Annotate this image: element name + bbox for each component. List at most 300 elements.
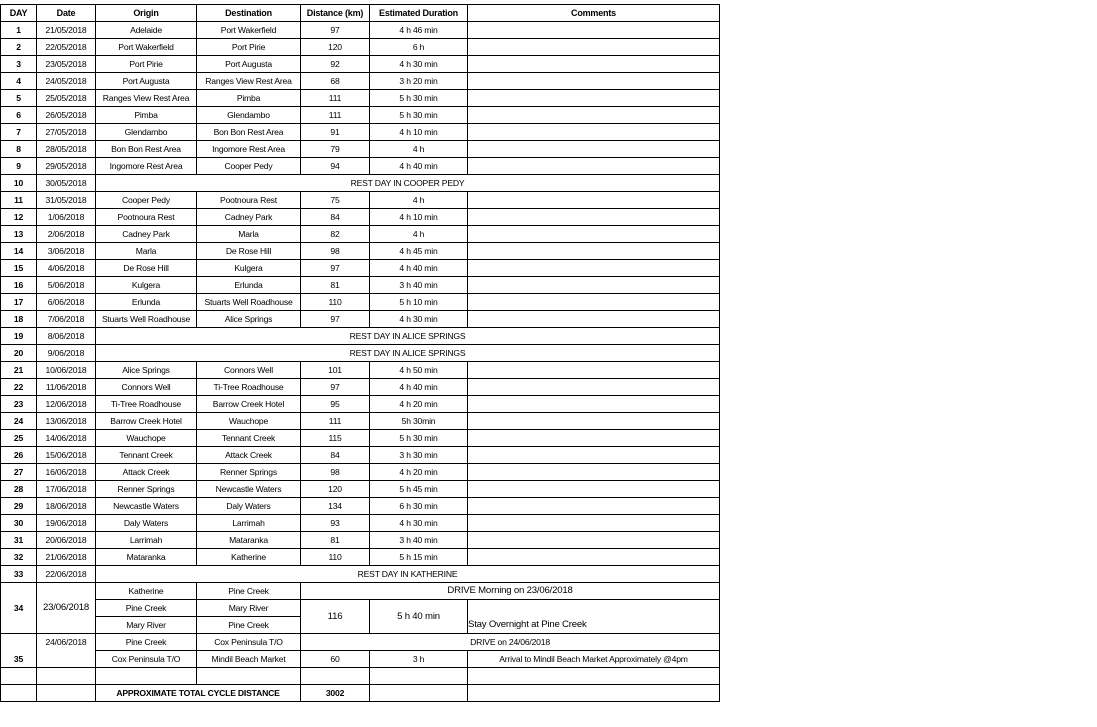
day34-day: 34 bbox=[1, 583, 37, 634]
day-cell: 18 bbox=[1, 311, 37, 328]
duration-cell: 4 h 30 min bbox=[370, 311, 468, 328]
comment-cell bbox=[468, 532, 720, 549]
duration-cell: 4 h 40 min bbox=[370, 260, 468, 277]
destination-cell: Glendambo bbox=[197, 107, 301, 124]
duration-cell: 4 h 10 min bbox=[370, 124, 468, 141]
day-cell: 22 bbox=[1, 379, 37, 396]
duration-cell: 4 h 20 min bbox=[370, 464, 468, 481]
origin-cell: Wauchope bbox=[96, 430, 197, 447]
destination-cell: Port Pirie bbox=[197, 39, 301, 56]
distance-cell: 111 bbox=[301, 107, 370, 124]
day-cell: 26 bbox=[1, 447, 37, 464]
date-cell: 30/05/2018 bbox=[37, 175, 96, 192]
final-days bbox=[1, 583, 720, 702]
date-cell: 17/06/2018 bbox=[37, 481, 96, 498]
table-row bbox=[1, 260, 720, 277]
origin-cell: Daly Waters bbox=[96, 515, 197, 532]
table-row bbox=[1, 481, 720, 498]
comment-cell bbox=[468, 549, 720, 566]
day35-row-1 bbox=[1, 634, 720, 651]
distance-cell: 93 bbox=[301, 515, 370, 532]
origin-cell: Pootnoura Rest bbox=[96, 209, 197, 226]
date-cell: 15/06/2018 bbox=[37, 447, 96, 464]
comment-cell bbox=[468, 396, 720, 413]
destination-cell: Bon Bon Rest Area bbox=[197, 124, 301, 141]
duration-cell: 3 h 20 min bbox=[370, 73, 468, 90]
comment-cell bbox=[468, 260, 720, 277]
comment-cell bbox=[468, 277, 720, 294]
day-cell: 10 bbox=[1, 175, 37, 192]
day-cell: 27 bbox=[1, 464, 37, 481]
destination-cell: Marla bbox=[197, 226, 301, 243]
distance-cell: 110 bbox=[301, 294, 370, 311]
blank-cell bbox=[197, 668, 301, 685]
distance-cell: 75 bbox=[301, 192, 370, 209]
table-row bbox=[1, 39, 720, 56]
destination-cell: Tennant Creek bbox=[197, 430, 301, 447]
day-cell: 17 bbox=[1, 294, 37, 311]
origin-cell: Connors Well bbox=[96, 379, 197, 396]
duration-cell: 4 h 30 min bbox=[370, 56, 468, 73]
date-cell: 12/06/2018 bbox=[37, 396, 96, 413]
duration-cell: 5 h 45 min bbox=[370, 481, 468, 498]
distance-cell: 68 bbox=[301, 73, 370, 90]
day35-day-top bbox=[1, 634, 37, 651]
day-cell: 32 bbox=[1, 549, 37, 566]
day-cell: 12 bbox=[1, 209, 37, 226]
duration-cell: 4 h 40 min bbox=[370, 158, 468, 175]
itinerary-rows bbox=[1, 22, 720, 583]
header-comments: Comments bbox=[468, 5, 720, 22]
table-row bbox=[1, 311, 720, 328]
destination-cell: Newcastle Waters bbox=[197, 481, 301, 498]
day35-drive-destination: Cox Peninsula T/O bbox=[197, 634, 301, 651]
day35-drive-note: DRIVE on 24/06/2018 bbox=[301, 634, 720, 651]
day34-leg3-origin: Mary River bbox=[96, 617, 197, 634]
table-row bbox=[1, 362, 720, 379]
day-cell: 28 bbox=[1, 481, 37, 498]
comment-cell bbox=[468, 226, 720, 243]
destination-cell: Port Wakerfield bbox=[197, 22, 301, 39]
table-row bbox=[1, 90, 720, 107]
origin-cell: Pimba bbox=[96, 107, 197, 124]
blank-cell bbox=[370, 685, 468, 702]
table-row bbox=[1, 56, 720, 73]
day-cell: 25 bbox=[1, 430, 37, 447]
comment-cell bbox=[468, 362, 720, 379]
comment-cell bbox=[468, 498, 720, 515]
day-cell: 9 bbox=[1, 158, 37, 175]
origin-cell: Adelaide bbox=[96, 22, 197, 39]
comment-cell bbox=[468, 481, 720, 498]
table-row bbox=[1, 515, 720, 532]
day34-distance: 116 bbox=[301, 600, 370, 634]
origin-cell: Newcastle Waters bbox=[96, 498, 197, 515]
total-row bbox=[1, 685, 720, 702]
distance-cell: 97 bbox=[301, 379, 370, 396]
destination-cell: Mataranka bbox=[197, 532, 301, 549]
blank-cell bbox=[370, 668, 468, 685]
origin-cell: Stuarts Well Roadhouse bbox=[96, 311, 197, 328]
day-cell: 33 bbox=[1, 566, 37, 583]
origin-cell: Larrimah bbox=[96, 532, 197, 549]
duration-cell: 5h 30min bbox=[370, 413, 468, 430]
date-cell: 28/05/2018 bbox=[37, 141, 96, 158]
distance-cell: 97 bbox=[301, 311, 370, 328]
duration-cell: 4 h 45 min bbox=[370, 243, 468, 260]
header-day: DAY bbox=[1, 5, 37, 22]
day-cell: 4 bbox=[1, 73, 37, 90]
day34-drive-note: DRIVE Morning on 23/06/2018 bbox=[301, 583, 720, 600]
day34-comment-blank bbox=[468, 600, 720, 617]
duration-cell: 6 h 30 min bbox=[370, 498, 468, 515]
date-cell: 13/06/2018 bbox=[37, 413, 96, 430]
table-row bbox=[1, 141, 720, 158]
destination-cell: Pootnoura Rest bbox=[197, 192, 301, 209]
distance-cell: 95 bbox=[301, 396, 370, 413]
date-cell: 10/06/2018 bbox=[37, 362, 96, 379]
destination-cell: Stuarts Well Roadhouse bbox=[197, 294, 301, 311]
date-cell: 24/05/2018 bbox=[37, 73, 96, 90]
comment-cell bbox=[468, 22, 720, 39]
origin-cell: Tennant Creek bbox=[96, 447, 197, 464]
rest-day-cell: REST DAY IN ALICE SPRINGS bbox=[96, 328, 720, 345]
rest-day-cell: REST DAY IN ALICE SPRINGS bbox=[96, 345, 720, 362]
duration-cell: 3 h 30 min bbox=[370, 447, 468, 464]
comment-cell bbox=[468, 464, 720, 481]
date-cell: 21/06/2018 bbox=[37, 549, 96, 566]
itinerary-table bbox=[0, 4, 720, 702]
duration-cell: 6 h bbox=[370, 39, 468, 56]
origin-cell: Ti-Tree Roadhouse bbox=[96, 396, 197, 413]
blank-cell bbox=[301, 668, 370, 685]
table-row bbox=[1, 294, 720, 311]
day34-leg1-destination: Pine Creek bbox=[197, 583, 301, 600]
date-cell: 16/06/2018 bbox=[37, 464, 96, 481]
date-cell: 22/05/2018 bbox=[37, 39, 96, 56]
day35-duration: 3 h bbox=[370, 651, 468, 668]
rest-day-row bbox=[1, 566, 720, 583]
header-destination: Destination bbox=[197, 5, 301, 22]
table-row bbox=[1, 277, 720, 294]
date-cell: 7/06/2018 bbox=[37, 311, 96, 328]
rest-day-cell: REST DAY IN KATHERINE bbox=[96, 566, 720, 583]
blank-row bbox=[1, 668, 720, 685]
destination-cell: Cadney Park bbox=[197, 209, 301, 226]
day-cell: 24 bbox=[1, 413, 37, 430]
duration-cell: 4 h 30 min bbox=[370, 515, 468, 532]
comment-cell bbox=[468, 107, 720, 124]
date-cell: 20/06/2018 bbox=[37, 532, 96, 549]
comment-cell bbox=[468, 56, 720, 73]
total-distance: 3002 bbox=[301, 685, 370, 702]
origin-cell: Attack Creek bbox=[96, 464, 197, 481]
table-row bbox=[1, 447, 720, 464]
comment-cell bbox=[468, 243, 720, 260]
date-cell: 3/06/2018 bbox=[37, 243, 96, 260]
day34-duration: 5 h 40 min bbox=[370, 600, 468, 634]
table-row bbox=[1, 124, 720, 141]
table-row bbox=[1, 413, 720, 430]
distance-cell: 81 bbox=[301, 277, 370, 294]
comment-cell bbox=[468, 430, 720, 447]
distance-cell: 84 bbox=[301, 447, 370, 464]
destination-cell: Ingomore Rest Area bbox=[197, 141, 301, 158]
comment-cell bbox=[468, 515, 720, 532]
duration-cell: 4 h 20 min bbox=[370, 396, 468, 413]
day-cell: 16 bbox=[1, 277, 37, 294]
origin-cell: Alice Springs bbox=[96, 362, 197, 379]
duration-cell: 4 h bbox=[370, 192, 468, 209]
date-cell: 8/06/2018 bbox=[37, 328, 96, 345]
distance-cell: 120 bbox=[301, 481, 370, 498]
distance-cell: 82 bbox=[301, 226, 370, 243]
origin-cell: Port Pirie bbox=[96, 56, 197, 73]
day35-destination: Mindil Beach Market bbox=[197, 651, 301, 668]
destination-cell: Katherine bbox=[197, 549, 301, 566]
day35-date-blank bbox=[37, 651, 96, 668]
day34-leg2-destination: Mary River bbox=[197, 600, 301, 617]
table-row bbox=[1, 73, 720, 90]
distance-cell: 81 bbox=[301, 532, 370, 549]
duration-cell: 5 h 15 min bbox=[370, 549, 468, 566]
day-cell: 19 bbox=[1, 328, 37, 345]
day-cell: 30 bbox=[1, 515, 37, 532]
date-cell: 6/06/2018 bbox=[37, 294, 96, 311]
table-row bbox=[1, 107, 720, 124]
origin-cell: Ingomore Rest Area bbox=[96, 158, 197, 175]
destination-cell: Ranges View Rest Area bbox=[197, 73, 301, 90]
day35-origin: Cox Peninsula T/O bbox=[96, 651, 197, 668]
destination-cell: Connors Well bbox=[197, 362, 301, 379]
date-cell: 19/06/2018 bbox=[37, 515, 96, 532]
day-cell: 31 bbox=[1, 532, 37, 549]
destination-cell: Port Augusta bbox=[197, 56, 301, 73]
day-cell: 20 bbox=[1, 345, 37, 362]
comment-cell bbox=[468, 413, 720, 430]
origin-cell: Port Augusta bbox=[96, 73, 197, 90]
table-row bbox=[1, 243, 720, 260]
table-row bbox=[1, 430, 720, 447]
origin-cell: Ranges View Rest Area bbox=[96, 90, 197, 107]
day-cell: 14 bbox=[1, 243, 37, 260]
comment-cell bbox=[468, 294, 720, 311]
origin-cell: Kulgera bbox=[96, 277, 197, 294]
day-cell: 6 bbox=[1, 107, 37, 124]
day-cell: 13 bbox=[1, 226, 37, 243]
destination-cell: Wauchope bbox=[197, 413, 301, 430]
day34-stay-note: Stay Overnight at Pine Creek bbox=[468, 617, 720, 634]
header-origin: Origin bbox=[96, 5, 197, 22]
day-cell: 5 bbox=[1, 90, 37, 107]
blank-cell bbox=[468, 668, 720, 685]
date-cell: 26/05/2018 bbox=[37, 107, 96, 124]
duration-cell: 5 h 10 min bbox=[370, 294, 468, 311]
table-row bbox=[1, 209, 720, 226]
date-cell: 29/05/2018 bbox=[37, 158, 96, 175]
duration-cell: 5 h 30 min bbox=[370, 430, 468, 447]
distance-cell: 91 bbox=[301, 124, 370, 141]
date-cell: 9/06/2018 bbox=[37, 345, 96, 362]
comment-cell bbox=[468, 192, 720, 209]
distance-cell: 84 bbox=[301, 209, 370, 226]
origin-cell: Erlunda bbox=[96, 294, 197, 311]
date-cell: 27/05/2018 bbox=[37, 124, 96, 141]
date-cell: 14/06/2018 bbox=[37, 430, 96, 447]
destination-cell: Kulgera bbox=[197, 260, 301, 277]
day35-drive-origin: Pine Creek bbox=[96, 634, 197, 651]
date-cell: 22/06/2018 bbox=[37, 566, 96, 583]
date-cell: 4/06/2018 bbox=[37, 260, 96, 277]
day-cell: 23 bbox=[1, 396, 37, 413]
day-cell: 21 bbox=[1, 362, 37, 379]
blank-cell bbox=[468, 685, 720, 702]
origin-cell: Bon Bon Rest Area bbox=[96, 141, 197, 158]
total-label: APPROXIMATE TOTAL CYCLE DISTANCE bbox=[96, 685, 301, 702]
table-row bbox=[1, 532, 720, 549]
duration-cell: 3 h 40 min bbox=[370, 277, 468, 294]
table-row bbox=[1, 464, 720, 481]
duration-cell: 4 h 40 min bbox=[370, 379, 468, 396]
distance-cell: 120 bbox=[301, 39, 370, 56]
destination-cell: Renner Springs bbox=[197, 464, 301, 481]
duration-cell: 4 h bbox=[370, 226, 468, 243]
destination-cell: Daly Waters bbox=[197, 498, 301, 515]
rest-day-cell: REST DAY IN COOPER PEDY bbox=[96, 175, 720, 192]
origin-cell: Glendambo bbox=[96, 124, 197, 141]
day-cell: 11 bbox=[1, 192, 37, 209]
blank-cell bbox=[37, 685, 96, 702]
comment-cell bbox=[468, 158, 720, 175]
destination-cell: Erlunda bbox=[197, 277, 301, 294]
day-cell: 8 bbox=[1, 141, 37, 158]
duration-cell: 5 h 30 min bbox=[370, 107, 468, 124]
blank-cell bbox=[1, 668, 37, 685]
day34-row-2 bbox=[1, 600, 720, 617]
origin-cell: Marla bbox=[96, 243, 197, 260]
day35-row-2 bbox=[1, 651, 720, 668]
date-cell: 2/06/2018 bbox=[37, 226, 96, 243]
destination-cell: Cooper Pedy bbox=[197, 158, 301, 175]
day-cell: 3 bbox=[1, 56, 37, 73]
destination-cell: Larrimah bbox=[197, 515, 301, 532]
table-row bbox=[1, 22, 720, 39]
distance-cell: 92 bbox=[301, 56, 370, 73]
header-date: Date bbox=[37, 5, 96, 22]
blank-cell bbox=[1, 685, 37, 702]
table-row bbox=[1, 498, 720, 515]
origin-cell: Barrow Creek Hotel bbox=[96, 413, 197, 430]
date-cell: 18/06/2018 bbox=[37, 498, 96, 515]
date-cell: 25/05/2018 bbox=[37, 90, 96, 107]
date-cell: 1/06/2018 bbox=[37, 209, 96, 226]
destination-cell: Barrow Creek Hotel bbox=[197, 396, 301, 413]
header-duration: Estimated Duration bbox=[370, 5, 468, 22]
comment-cell bbox=[468, 209, 720, 226]
duration-cell: 4 h 46 min bbox=[370, 22, 468, 39]
distance-cell: 134 bbox=[301, 498, 370, 515]
rest-day-row bbox=[1, 328, 720, 345]
header-row bbox=[1, 5, 720, 22]
comment-cell bbox=[468, 379, 720, 396]
destination-cell: Alice Springs bbox=[197, 311, 301, 328]
origin-cell: Mataranka bbox=[96, 549, 197, 566]
comment-cell bbox=[468, 90, 720, 107]
distance-cell: 97 bbox=[301, 260, 370, 277]
comment-cell bbox=[468, 124, 720, 141]
date-cell: 23/05/2018 bbox=[37, 56, 96, 73]
distance-cell: 115 bbox=[301, 430, 370, 447]
blank-cell bbox=[96, 668, 197, 685]
day34-date: 23/06/2018 bbox=[37, 583, 96, 634]
table-row bbox=[1, 158, 720, 175]
header-distance: Distance (km) bbox=[301, 5, 370, 22]
origin-cell: Renner Springs bbox=[96, 481, 197, 498]
table-row bbox=[1, 226, 720, 243]
day-cell: 29 bbox=[1, 498, 37, 515]
origin-cell: Cadney Park bbox=[96, 226, 197, 243]
table-row bbox=[1, 379, 720, 396]
distance-cell: 98 bbox=[301, 243, 370, 260]
day-cell: 2 bbox=[1, 39, 37, 56]
blank-cell bbox=[37, 668, 96, 685]
day-cell: 7 bbox=[1, 124, 37, 141]
destination-cell: Ti-Tree Roadhouse bbox=[197, 379, 301, 396]
day34-leg2-origin: Pine Creek bbox=[96, 600, 197, 617]
comment-cell bbox=[468, 39, 720, 56]
duration-cell: 4 h 50 min bbox=[370, 362, 468, 379]
duration-cell: 4 h bbox=[370, 141, 468, 158]
duration-cell: 3 h 40 min bbox=[370, 532, 468, 549]
distance-cell: 98 bbox=[301, 464, 370, 481]
comment-cell bbox=[468, 311, 720, 328]
distance-cell: 111 bbox=[301, 413, 370, 430]
origin-cell: De Rose Hill bbox=[96, 260, 197, 277]
origin-cell: Port Wakerfield bbox=[96, 39, 197, 56]
date-cell: 5/06/2018 bbox=[37, 277, 96, 294]
day35-day: 35 bbox=[1, 651, 37, 668]
comment-cell bbox=[468, 447, 720, 464]
destination-cell: Attack Creek bbox=[197, 447, 301, 464]
origin-cell: Cooper Pedy bbox=[96, 192, 197, 209]
rest-day-row bbox=[1, 345, 720, 362]
table-row bbox=[1, 396, 720, 413]
duration-cell: 5 h 30 min bbox=[370, 90, 468, 107]
distance-cell: 110 bbox=[301, 549, 370, 566]
day35-comment: Arrival to Mindil Beach Market Approximately @4pm bbox=[468, 651, 720, 668]
day35-date: 24/06/2018 bbox=[37, 634, 96, 651]
day-cell: 15 bbox=[1, 260, 37, 277]
destination-cell: De Rose Hill bbox=[197, 243, 301, 260]
date-cell: 21/05/2018 bbox=[37, 22, 96, 39]
destination-cell: Pimba bbox=[197, 90, 301, 107]
distance-cell: 97 bbox=[301, 22, 370, 39]
day-cell: 1 bbox=[1, 22, 37, 39]
distance-cell: 101 bbox=[301, 362, 370, 379]
table-row bbox=[1, 192, 720, 209]
distance-cell: 79 bbox=[301, 141, 370, 158]
day34-row-1 bbox=[1, 583, 720, 600]
day35-distance: 60 bbox=[301, 651, 370, 668]
date-cell: 11/06/2018 bbox=[37, 379, 96, 396]
comment-cell bbox=[468, 141, 720, 158]
comment-cell bbox=[468, 73, 720, 90]
duration-cell: 4 h 10 min bbox=[370, 209, 468, 226]
date-cell: 31/05/2018 bbox=[37, 192, 96, 209]
day34-leg3-destination: Pine Creek bbox=[197, 617, 301, 634]
distance-cell: 94 bbox=[301, 158, 370, 175]
rest-day-row bbox=[1, 175, 720, 192]
